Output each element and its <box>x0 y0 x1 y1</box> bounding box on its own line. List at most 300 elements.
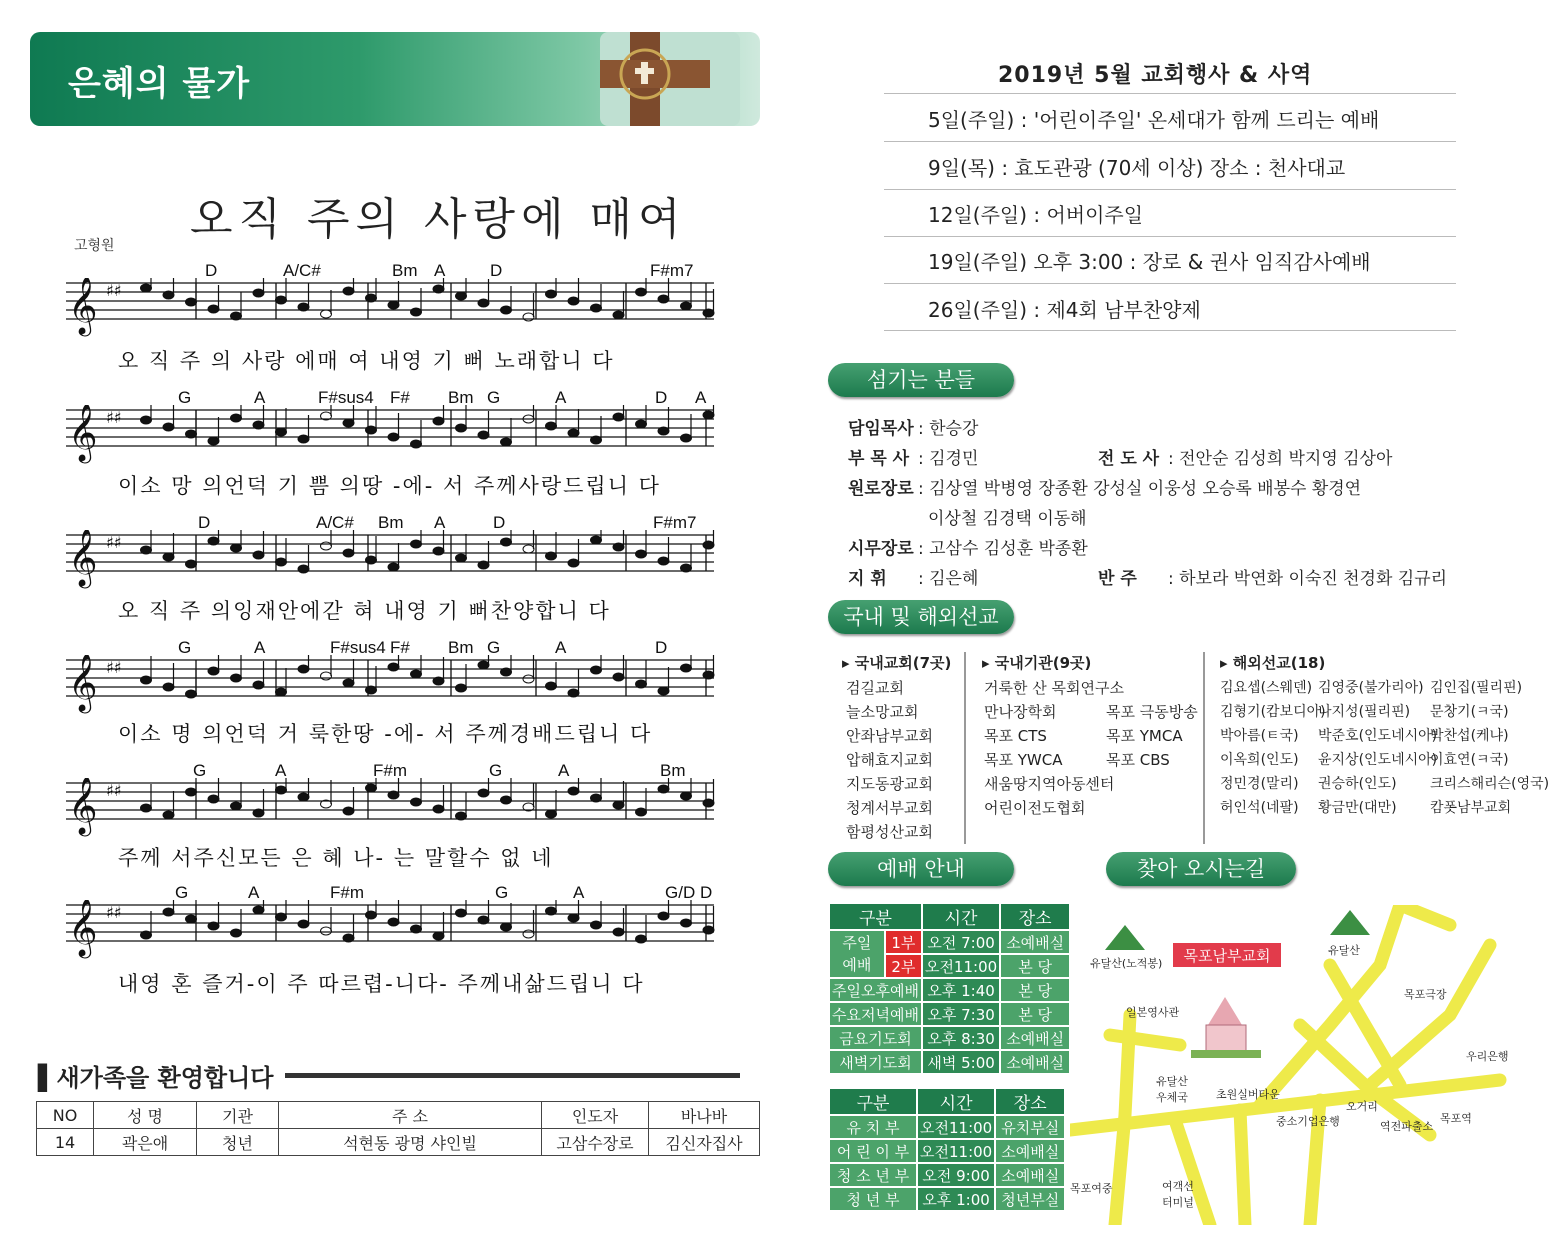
note-head <box>343 679 354 687</box>
note-head <box>591 536 602 544</box>
list-item: 목포 CTS <box>984 727 1047 745</box>
note-head <box>478 561 489 569</box>
note-head <box>703 309 714 317</box>
list-item: 박찬섭(케냐) <box>1430 728 1509 744</box>
note-head <box>298 435 309 443</box>
note-head <box>703 541 714 549</box>
note-head <box>411 540 422 548</box>
list-item: 허인석(네팔) <box>1220 800 1299 816</box>
chord-label: A <box>434 513 446 532</box>
note-head <box>343 549 354 557</box>
map-place-label: 유달산(노적봉) <box>1090 957 1163 970</box>
note-head <box>366 426 377 434</box>
note-head <box>208 437 219 445</box>
note-head <box>703 799 714 807</box>
list-item: 목포 YMCA <box>1106 727 1183 745</box>
list-item: 목포 YWCA <box>984 751 1063 769</box>
note-head <box>456 684 467 692</box>
note-head <box>208 667 219 675</box>
divider <box>884 189 1456 190</box>
note-head <box>388 918 399 926</box>
chord-label: F# <box>390 388 410 407</box>
servers-heading: 섬기는 분들 <box>828 363 1014 397</box>
table-row <box>830 979 1069 1001</box>
chord-label: G <box>487 388 501 407</box>
list-item: 거룩한 산 목회연구소 <box>984 679 1124 697</box>
note-head <box>636 420 647 428</box>
col-no: NO <box>37 1102 94 1129</box>
note-head <box>186 298 197 306</box>
chord-label: A <box>254 388 266 407</box>
music-staff <box>66 278 716 338</box>
service-place: 소예배실 <box>1001 931 1069 953</box>
note-head <box>681 564 692 572</box>
col-category: 구분 <box>830 1089 916 1114</box>
note-head <box>523 313 534 321</box>
lyric-line: 오 직 주 의잉재안에갇 혀 내영 기 뻐찬양합니 다 <box>118 599 611 623</box>
note-head <box>253 906 264 914</box>
note-head <box>501 668 512 676</box>
note-head <box>501 438 512 446</box>
event-item: 9일(목) : 효도관광 (70세 이상) 장소 : 천사대교 <box>928 156 1346 180</box>
dept-name: 청 년 부 <box>830 1188 916 1210</box>
dept-place: 유치부실 <box>996 1116 1064 1138</box>
service-place: 본 당 <box>1001 1003 1069 1025</box>
list-item: 어린이전도협회 <box>984 799 1086 817</box>
note-head <box>568 559 579 567</box>
divider <box>964 652 966 844</box>
note-head <box>703 926 714 934</box>
event-title: 2019년 5월 교회행사 & 사역 <box>998 63 1313 88</box>
map-place-label: 유달산 우체국 <box>1156 1075 1188 1104</box>
music-staff <box>66 530 716 590</box>
chord-label: A <box>248 883 260 902</box>
service-place: 본 당 <box>1001 955 1069 977</box>
lyric-line: 오 직 주 의 사랑 에매 여 내영 기 뻐 노래합니 다 <box>118 349 615 373</box>
chord-label: G <box>178 388 192 407</box>
list-item: 목포 극동방송 <box>1106 703 1198 721</box>
chord-label: G/D <box>665 883 696 902</box>
note-head <box>591 304 602 312</box>
directions-map <box>1070 905 1510 1225</box>
server-value: : 김경민 <box>918 449 979 469</box>
table-header-row <box>830 1089 1064 1114</box>
note-head <box>208 922 219 930</box>
chord-label: G <box>489 761 503 780</box>
event-item: 5일(주일) : '어린이주일' 온세대가 함께 드리는 예배 <box>928 108 1380 132</box>
note-head <box>658 295 669 303</box>
event-item: 26일(주일) : 제4회 남부찬양제 <box>928 298 1201 322</box>
note-head <box>163 553 174 561</box>
dept-time: 오전 9:00 <box>918 1164 994 1186</box>
chord-label: A <box>555 638 567 657</box>
server-label: 반 주 <box>1098 569 1137 589</box>
note-head <box>298 303 309 311</box>
note-head <box>253 551 264 559</box>
worship-table <box>828 902 1071 1075</box>
note-head <box>366 294 377 302</box>
chord-label: A <box>434 261 446 280</box>
list-item: 이옥희(인도) <box>1220 752 1299 768</box>
note-head <box>141 804 152 812</box>
event-item: 12일(주일) : 어버이주일 <box>928 203 1144 227</box>
divider <box>884 330 1456 331</box>
server-label: 지 휘 <box>848 569 887 589</box>
list-item: 목포 CBS <box>1106 751 1170 769</box>
missions-heading: 국내 및 해외선교 <box>828 600 1014 634</box>
note-head <box>681 792 692 800</box>
note-head <box>231 802 242 810</box>
note-head <box>141 676 152 684</box>
service-name: 1부 <box>886 931 921 953</box>
list-item: 김형기(캄보디아) <box>1220 704 1326 720</box>
note-head <box>298 565 309 573</box>
note-head <box>231 312 242 320</box>
list-item: 새움땅지역아동센터 <box>984 775 1115 793</box>
note-head <box>456 554 467 562</box>
list-item: 크리스해리슨(영국) <box>1430 776 1550 792</box>
chord-label: Bm <box>378 513 404 532</box>
dept-place: 소예배실 <box>996 1140 1064 1162</box>
heading-rule <box>285 1073 740 1078</box>
note-head <box>456 292 467 300</box>
chord-label: A/C# <box>283 261 321 280</box>
service-time: 오후 7:30 <box>923 1003 999 1025</box>
note-head <box>501 306 512 314</box>
note-head <box>163 291 174 299</box>
note-head <box>388 563 399 571</box>
chord-label: Bm <box>448 638 474 657</box>
note-head <box>366 556 377 564</box>
note-head <box>703 411 714 419</box>
note-head <box>411 798 422 806</box>
note-head <box>321 310 332 318</box>
col-category: 구분 <box>830 904 921 929</box>
treble-clef-icon: 𝄞 <box>68 278 98 334</box>
note-head <box>411 670 422 678</box>
new-family-heading: ▌새가족을 환영합니다 <box>38 1064 274 1092</box>
note-head <box>186 788 197 796</box>
note-head <box>568 429 579 437</box>
note-head <box>658 785 669 793</box>
lyric-line: 이소 망 의언덕 기 쁨 의땅 -에- 서 주께사랑드립니 다 <box>118 474 661 498</box>
note-head <box>186 430 197 438</box>
service-time: 오후 1:40 <box>923 979 999 1001</box>
col-barnabas: 바나바 <box>649 1102 760 1129</box>
note-head <box>658 687 669 695</box>
note-head <box>658 912 669 920</box>
directions-heading: 찾아 오시는길 <box>1106 852 1296 886</box>
map-place-label: 오거리 <box>1346 1100 1378 1113</box>
treble-clef-icon: 𝄞 <box>68 778 98 834</box>
note-head <box>501 796 512 804</box>
note-head <box>546 682 557 690</box>
note-head <box>433 677 444 685</box>
chord-label: A <box>254 638 266 657</box>
col-place: 장소 <box>996 1089 1064 1114</box>
list-item: 나지성(필리핀) <box>1318 704 1411 720</box>
service-time: 오전 7:00 <box>923 931 999 953</box>
note-head <box>388 301 399 309</box>
note-head <box>141 416 152 424</box>
treble-clef-icon: 𝄞 <box>68 530 98 586</box>
table-row <box>830 1164 1064 1186</box>
chord-label: F#sus4 <box>318 388 374 407</box>
note-head <box>141 931 152 939</box>
note-head <box>613 311 624 319</box>
cell-no: 14 <box>37 1129 94 1156</box>
service-time: 오전11:00 <box>923 955 999 977</box>
table-header-row <box>37 1102 760 1129</box>
note-head <box>546 810 557 818</box>
service-name: 금요기도회 <box>830 1027 921 1049</box>
note-head <box>568 297 579 305</box>
divider <box>884 283 1456 284</box>
note-head <box>276 296 287 304</box>
chord-label: G <box>487 638 501 657</box>
note-head <box>613 413 624 421</box>
note-head <box>478 916 489 924</box>
note-head <box>568 787 579 795</box>
song-title: 오직 주의 사랑에 매여 <box>190 194 687 245</box>
note-head <box>343 419 354 427</box>
note-head <box>546 552 557 560</box>
chord-label: A <box>555 388 567 407</box>
note-head <box>523 930 534 938</box>
note-head <box>298 665 309 673</box>
chord-label: D <box>700 883 713 902</box>
cell-barnabas: 김신자집사 <box>649 1129 760 1156</box>
list-item: 황금만(대만) <box>1318 800 1397 816</box>
col-time: 시간 <box>923 904 999 929</box>
note-head <box>163 683 174 691</box>
map-place-label: 유달산 <box>1328 944 1360 957</box>
note-head <box>501 923 512 931</box>
note-head <box>411 440 422 448</box>
worship-heading: 예배 안내 <box>828 852 1014 886</box>
note-head <box>591 666 602 674</box>
note-head <box>186 560 197 568</box>
note-head <box>613 543 624 551</box>
table-row <box>830 931 1069 953</box>
note-head <box>478 789 489 797</box>
dept-time: 오전11:00 <box>918 1140 994 1162</box>
chord-label: F#sus4 <box>330 638 386 657</box>
overseas-title: ▸ 해외선교(18) <box>1220 654 1326 672</box>
server-label: 전 도 사 <box>1098 449 1160 469</box>
note-head <box>163 811 174 819</box>
new-family-table <box>36 1101 760 1156</box>
cell-group: 청년 <box>197 1129 279 1156</box>
note-head <box>523 545 534 553</box>
server-value: 이상철 김경택 이동해 <box>928 509 1087 529</box>
note-head <box>411 308 422 316</box>
note-head <box>681 664 692 672</box>
note-head <box>591 921 602 929</box>
domestic-org-title: ▸ 국내기관(9곳) <box>982 654 1092 672</box>
map-place-label: 목포극장 <box>1404 988 1447 1001</box>
service-place: 소예배실 <box>1001 1051 1069 1073</box>
note-head <box>163 908 174 916</box>
note-head <box>343 287 354 295</box>
note-head <box>186 915 197 923</box>
note-head <box>613 928 624 936</box>
note-head <box>141 546 152 554</box>
table-row <box>830 1116 1064 1138</box>
map-place-label: 목포역 <box>1440 1112 1472 1125</box>
note-head <box>253 681 264 689</box>
note-head <box>366 911 377 919</box>
chord-label: Bm <box>448 388 474 407</box>
note-head <box>613 673 624 681</box>
note-head <box>613 801 624 809</box>
server-label: 담임목사 <box>848 419 914 439</box>
table-row <box>830 1051 1069 1073</box>
note-head <box>636 550 647 558</box>
note-head <box>568 689 579 697</box>
table-row <box>37 1129 760 1156</box>
dept-name: 청 소 년 부 <box>830 1164 916 1186</box>
note-head <box>163 423 174 431</box>
list-item: 만나장학회 <box>984 703 1057 721</box>
note-head <box>388 791 399 799</box>
note-head <box>208 795 219 803</box>
note-head <box>523 675 534 683</box>
svg-text:♯♯: ♯♯ <box>106 533 122 552</box>
dept-name: 유 치 부 <box>830 1116 916 1138</box>
lyric-line: 이소 명 의언덕 거 룩한땅 -에- 서 주께경배드립니 다 <box>118 722 653 746</box>
server-label: 부 목 사 <box>848 449 910 469</box>
divider <box>884 236 1456 237</box>
music-staff <box>66 655 716 715</box>
dept-name: 어 린 이 부 <box>830 1140 916 1162</box>
service-place: 소예배실 <box>1001 1027 1069 1049</box>
chord-label: F#m7 <box>653 513 697 532</box>
col-group: 기관 <box>197 1102 279 1129</box>
chord-label: D <box>655 388 668 407</box>
note-head <box>343 807 354 815</box>
server-label: 원로장로 <box>848 479 914 499</box>
chord-label: F# <box>390 638 410 657</box>
music-staff <box>66 778 716 838</box>
church-label: 목포남부교회 <box>1183 947 1271 965</box>
sunday-worship-label: 주일 예배 <box>830 931 884 977</box>
note-head <box>546 907 557 915</box>
chord-label: G <box>193 761 207 780</box>
lyric-line: 내영 혼 즐거-이 주 따르렵-니다- 주께내삶드립니 다 <box>118 972 645 996</box>
note-head <box>636 808 647 816</box>
col-place: 장소 <box>1001 904 1069 929</box>
banner-title: 은혜의 물가 <box>68 64 251 104</box>
note-head <box>658 557 669 565</box>
col-name: 성 명 <box>94 1102 197 1129</box>
note-head <box>636 935 647 943</box>
list-item: 정민경(말리) <box>1220 776 1299 792</box>
list-item: 함평성산교회 <box>846 823 933 841</box>
note-head <box>231 414 242 422</box>
service-name: 2부 <box>886 955 921 977</box>
server-value: : 하보라 박연화 이숙진 천경화 김규리 <box>1168 569 1448 589</box>
cross-image <box>600 32 740 126</box>
note-head <box>298 920 309 928</box>
map-place-label: 중소기업은행 <box>1276 1115 1340 1128</box>
list-item: 김영중(불가리아) <box>1318 680 1424 696</box>
list-item: 윤지상(인도네시아) <box>1318 752 1438 768</box>
note-head <box>276 558 287 566</box>
server-value: : 고삼수 김성훈 박종환 <box>918 539 1088 559</box>
music-staff <box>66 900 716 960</box>
note-head <box>231 674 242 682</box>
chord-label: D <box>198 513 211 532</box>
chord-label: D <box>205 261 218 280</box>
dept-time: 오전11:00 <box>918 1116 994 1138</box>
service-time: 새벽 5:00 <box>923 1051 999 1073</box>
col-guide: 인도자 <box>542 1102 649 1129</box>
note-head <box>231 544 242 552</box>
chord-label: F#m <box>373 761 407 780</box>
service-place: 본 당 <box>1001 979 1069 1001</box>
note-head <box>388 433 399 441</box>
chord-label: F#m7 <box>650 261 694 280</box>
svg-text:♯♯: ♯♯ <box>106 781 122 800</box>
note-head <box>568 914 579 922</box>
map-place-label: 역전파출소 <box>1380 1120 1434 1133</box>
list-item: 문창기(ㅋ국) <box>1430 704 1509 720</box>
list-item: 안좌남부교회 <box>846 727 933 745</box>
list-item: 청계서부교회 <box>846 799 933 817</box>
note-head <box>456 909 467 917</box>
server-value: : 김은혜 <box>918 569 979 589</box>
dept-place: 청년부실 <box>996 1188 1064 1210</box>
note-head <box>321 672 332 680</box>
table-row <box>830 1188 1064 1210</box>
cell-address: 석현동 광명 샤인빌 <box>279 1129 542 1156</box>
note-head <box>478 661 489 669</box>
server-label: 시무장로 <box>848 539 914 559</box>
list-item: 박아름(ㅌ국) <box>1220 728 1299 744</box>
note-head <box>433 932 444 940</box>
chord-label: D <box>490 261 503 280</box>
svg-text:♯♯: ♯♯ <box>106 658 122 677</box>
divider <box>884 93 1456 94</box>
treble-clef-icon: 𝄞 <box>68 405 98 461</box>
chord-label: G <box>175 883 189 902</box>
list-item: 늘소망교회 <box>846 703 919 721</box>
map-place-label: 여객선 터미널 <box>1162 1180 1194 1209</box>
chord-label: A/C# <box>316 513 354 532</box>
note-head <box>456 812 467 820</box>
composer-label: 고형원 <box>74 238 115 254</box>
note-head <box>186 690 197 698</box>
note-head <box>681 919 692 927</box>
school-table <box>828 1087 1066 1212</box>
new-family-heading-text: 새가족을 환영합니다 <box>56 1064 274 1092</box>
cell-name: 곽은애 <box>94 1129 197 1156</box>
service-name: 주일오후예배 <box>830 979 921 1001</box>
note-head <box>276 786 287 794</box>
chord-label: Bm <box>660 761 686 780</box>
note-head <box>276 688 287 696</box>
note-head <box>141 284 152 292</box>
chord-label: D <box>493 513 506 532</box>
note-head <box>276 913 287 921</box>
cell-guide: 고삼수장로 <box>542 1129 649 1156</box>
note-head <box>253 421 264 429</box>
note-head <box>231 929 242 937</box>
note-head <box>591 794 602 802</box>
list-item: 김인집(필리핀) <box>1430 680 1523 696</box>
note-head <box>298 793 309 801</box>
